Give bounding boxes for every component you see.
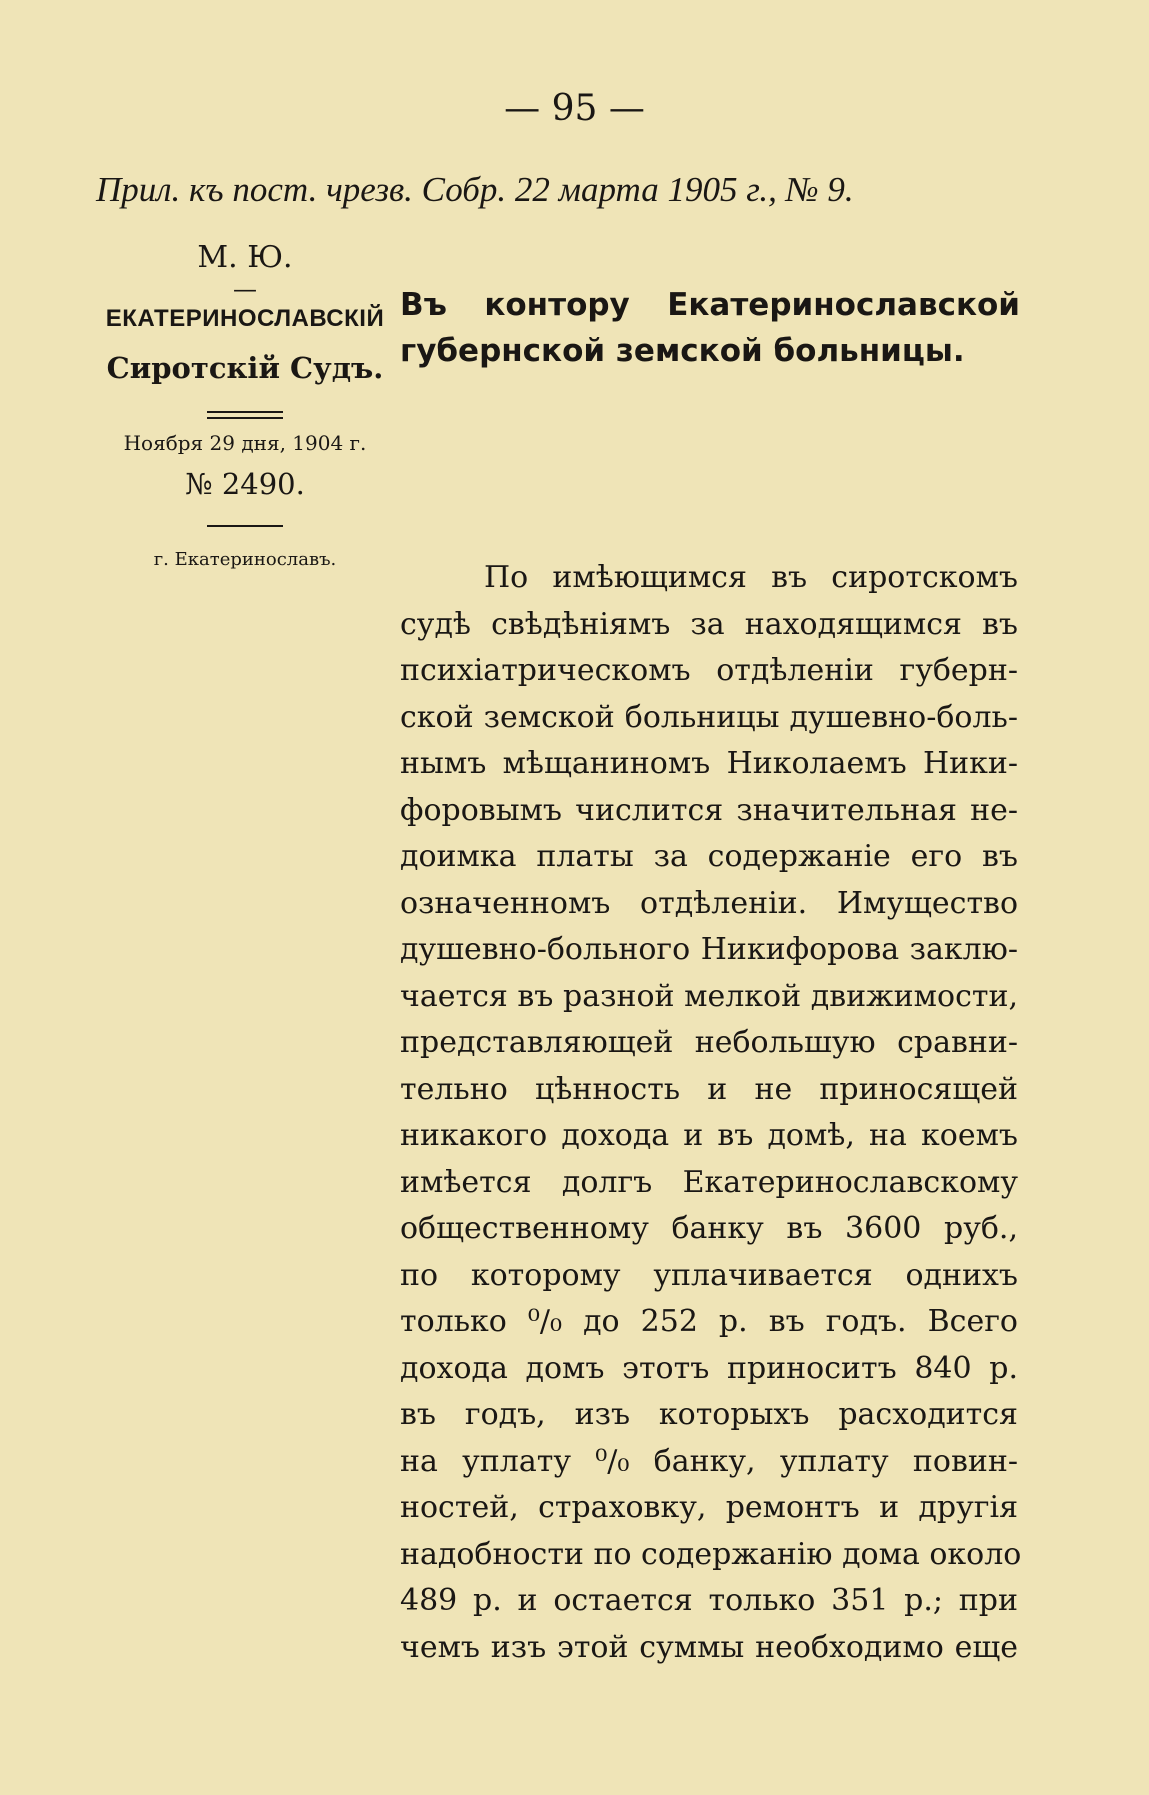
body-line: судѣ свѣдѣніямъ за находящимся въ	[400, 606, 1018, 642]
body-line: чается въ разной мелкой движимости,	[400, 978, 1018, 1014]
sender-block	[90, 240, 400, 570]
single-rule	[207, 525, 283, 527]
court-city: ЕКАТЕРИНОСЛАВСКІЙ	[105, 305, 385, 332]
body-line: только ⁰/₀ до 252 р. въ годъ. Всего	[400, 1304, 1018, 1339]
body-line: общественному банку въ 3600 руб.,	[400, 1211, 1018, 1246]
body-line: имѣется долгъ Екатеринославскому	[400, 1164, 1018, 1200]
body-line: чемъ изъ этой суммы необходимо еще	[400, 1629, 1018, 1665]
appendix-header: Прил. къ пост. чрезв. Собр. 22 марта 1905 г., № 9.	[96, 170, 854, 209]
body-line: никакого дохода и въ домѣ, на коемъ	[400, 1118, 1018, 1153]
body-line: означенномъ отдѣленіи. Имущество	[400, 885, 1018, 921]
document-number: № 2490.	[185, 467, 305, 501]
body-line: ской земской больницы душевно-боль-	[400, 699, 1018, 735]
addressee: Въ контору Екатеринославской губернской земской больницы.	[400, 287, 1020, 369]
ministry-abbrev: М. Ю.	[197, 240, 293, 275]
body-line: 489 р. и остается только 351 р.; при	[400, 1583, 1018, 1618]
body-line: ностей, страховку, ремонтъ и другія	[400, 1490, 1018, 1525]
letter-body	[400, 555, 1022, 1671]
letter-date: Ноября 29 дня, 1904 г.	[123, 431, 367, 455]
court-name: Сиротскій Судъ.	[106, 351, 384, 385]
body-line: По имѣющимся въ сиротскомъ	[484, 560, 1018, 595]
body-line: по которому уплачивается однихъ	[400, 1257, 1018, 1293]
body-line: форовымъ числится значительная не-	[400, 792, 1018, 828]
dash-divider: —	[233, 275, 257, 303]
body-line: душевно-больного Никифорова заклю-	[400, 932, 1018, 967]
body-line: нымъ мѣщаниномъ Николаемъ Ники-	[400, 746, 1018, 781]
body-line: дохода домъ этотъ приноситъ 840 р.	[400, 1350, 1018, 1386]
body-line: психіатрическомъ отдѣленіи губерн-	[400, 653, 1018, 688]
sender-city: г. Екатеринославъ.	[153, 549, 337, 570]
body-line: представляющей небольшую сравни-	[400, 1025, 1018, 1060]
page-number: — 95 —	[504, 88, 645, 129]
body-line: доимка платы за содержаніе его въ	[400, 839, 1018, 874]
body-line: надобности по содержанію дома около	[400, 1536, 1022, 1572]
body-line: на уплату ⁰/₀ банку, уплату повин-	[400, 1443, 1018, 1479]
double-rule	[207, 411, 283, 419]
body-line: тельно цѣнность и не приносящей	[400, 1071, 1018, 1107]
body-line: въ годъ, изъ которыхъ расходится	[400, 1397, 1018, 1432]
